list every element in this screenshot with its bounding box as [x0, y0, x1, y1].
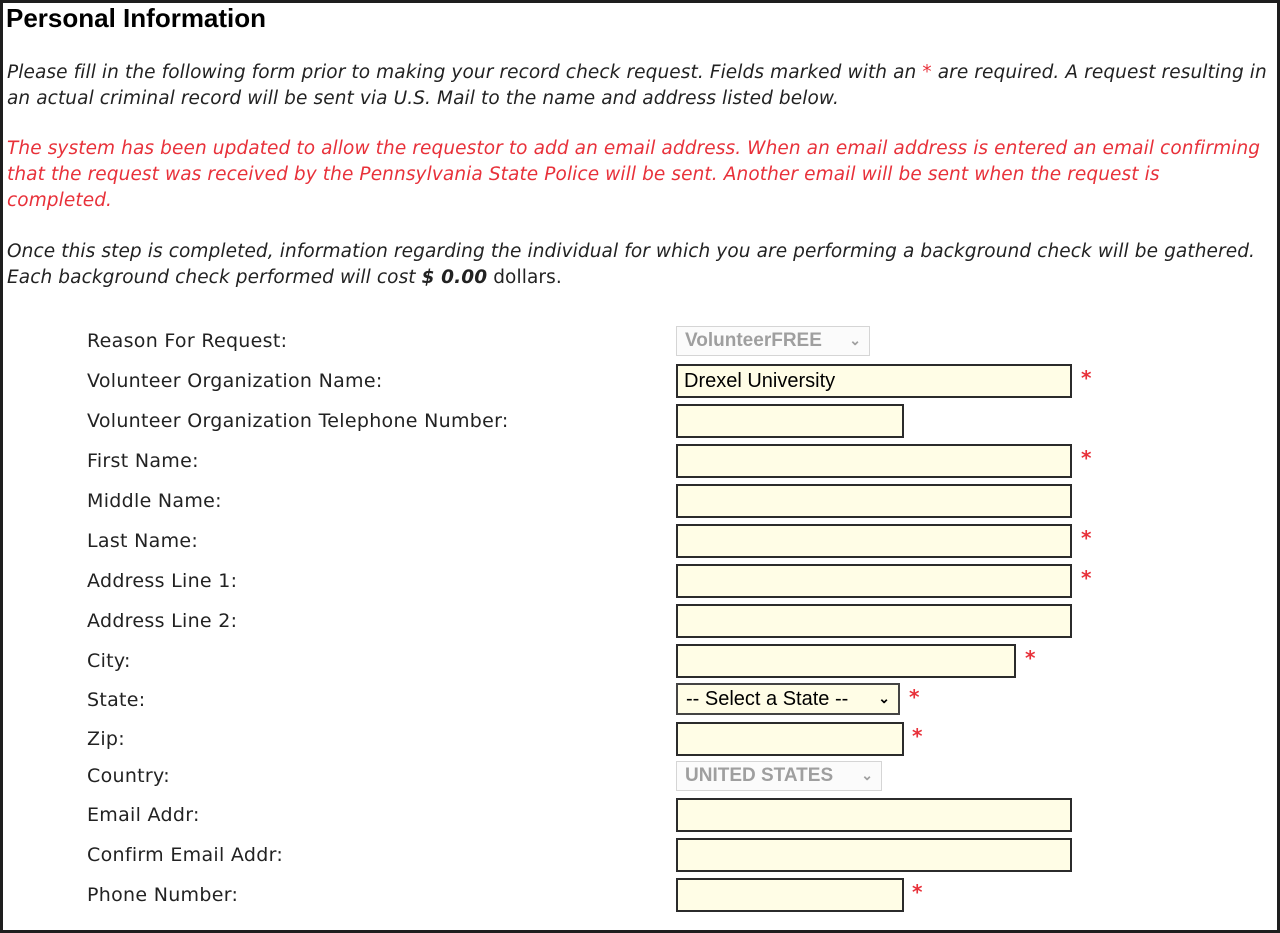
email-input[interactable] — [676, 798, 1072, 832]
first-name-label: First Name: — [87, 450, 199, 472]
cost-value: $ 0.00 — [421, 267, 488, 288]
row-city — [0, 644, 1280, 678]
state-select-value: -- Select a State -- — [686, 688, 849, 710]
row-org-phone — [0, 404, 1280, 438]
last-name-label: Last Name: — [87, 530, 199, 552]
zip-input[interactable] — [676, 722, 904, 756]
cost-text-start: Once this step is completed, information regarding the individual for which you are performing a background check will be gathered. Each background check performed will cost — [7, 241, 1256, 288]
required-marker: * — [922, 62, 932, 83]
required-asterisk: * — [1081, 366, 1092, 390]
row-email — [0, 798, 1280, 832]
page-title: Personal Information — [6, 3, 267, 33]
email-notice: The system has been updated to allow the requestor to add an email address. When an email address is entered an email confirming that the request was received by the Pennsylvania State Police will be sent. Another email will be sent when the request is completed. — [7, 138, 1261, 211]
cost-text-end: dollars. — [487, 267, 562, 288]
email-label: Email Addr: — [87, 804, 200, 826]
org-name-label: Volunteer Organization Name: — [87, 370, 383, 392]
required-asterisk: * — [1025, 646, 1036, 670]
intro-paragraph — [7, 60, 1269, 112]
required-asterisk: * — [1081, 566, 1092, 590]
row-confirm-email — [0, 838, 1280, 872]
reason-label: Reason For Request: — [87, 330, 288, 352]
country-select — [676, 761, 882, 791]
first-name-input[interactable] — [676, 444, 1072, 478]
cost-paragraph — [7, 239, 1269, 291]
row-country — [0, 759, 1280, 793]
phone-input[interactable] — [676, 878, 904, 912]
org-phone-label: Volunteer Organization Telephone Number: — [87, 410, 509, 432]
required-asterisk: * — [909, 685, 920, 709]
address2-input[interactable] — [676, 604, 1072, 638]
country-select-value: UNITED STATES — [685, 765, 834, 786]
address1-input[interactable] — [676, 564, 1072, 598]
phone-label: Phone Number: — [87, 884, 239, 906]
row-middle-name — [0, 484, 1280, 518]
city-label: City: — [87, 650, 131, 672]
chevron-down-icon: ⌄ — [878, 690, 890, 706]
reason-select-value: VolunteerFREE — [685, 330, 822, 351]
intro-text-end: are required. A request resulting in an actual criminal record will be sent via U.S. Mail to the name and address listed below. — [7, 62, 1267, 109]
address1-label: Address Line 1: — [87, 570, 238, 592]
row-zip — [0, 722, 1280, 756]
row-last-name — [0, 524, 1280, 558]
row-first-name — [0, 444, 1280, 478]
state-select[interactable] — [676, 683, 900, 715]
row-state — [0, 683, 1280, 717]
state-label: State: — [87, 689, 146, 711]
row-address2 — [0, 604, 1280, 638]
org-name-input[interactable] — [676, 364, 1072, 398]
address2-label: Address Line 2: — [87, 610, 238, 632]
chevron-down-icon: ⌄ — [849, 332, 861, 348]
row-org-name — [0, 364, 1280, 398]
required-asterisk: * — [912, 724, 923, 748]
middle-name-label: Middle Name: — [87, 490, 222, 512]
row-address1 — [0, 564, 1280, 598]
row-phone — [0, 878, 1280, 912]
zip-label: Zip: — [87, 728, 125, 750]
org-phone-input[interactable] — [676, 404, 904, 438]
city-input[interactable] — [676, 644, 1016, 678]
intro-text-start: Please fill in the following form prior to making your record check request. Fields marked with an — [7, 62, 923, 83]
reason-select — [676, 326, 870, 356]
middle-name-input[interactable] — [676, 484, 1072, 518]
country-label: Country: — [87, 765, 170, 787]
confirm-email-input[interactable] — [676, 838, 1072, 872]
row-reason — [0, 324, 1280, 358]
required-asterisk: * — [1081, 526, 1092, 550]
chevron-down-icon: ⌄ — [861, 767, 873, 783]
confirm-email-label: Confirm Email Addr: — [87, 844, 284, 866]
required-asterisk: * — [1081, 446, 1092, 470]
last-name-input[interactable] — [676, 524, 1072, 558]
required-asterisk: * — [912, 880, 923, 904]
